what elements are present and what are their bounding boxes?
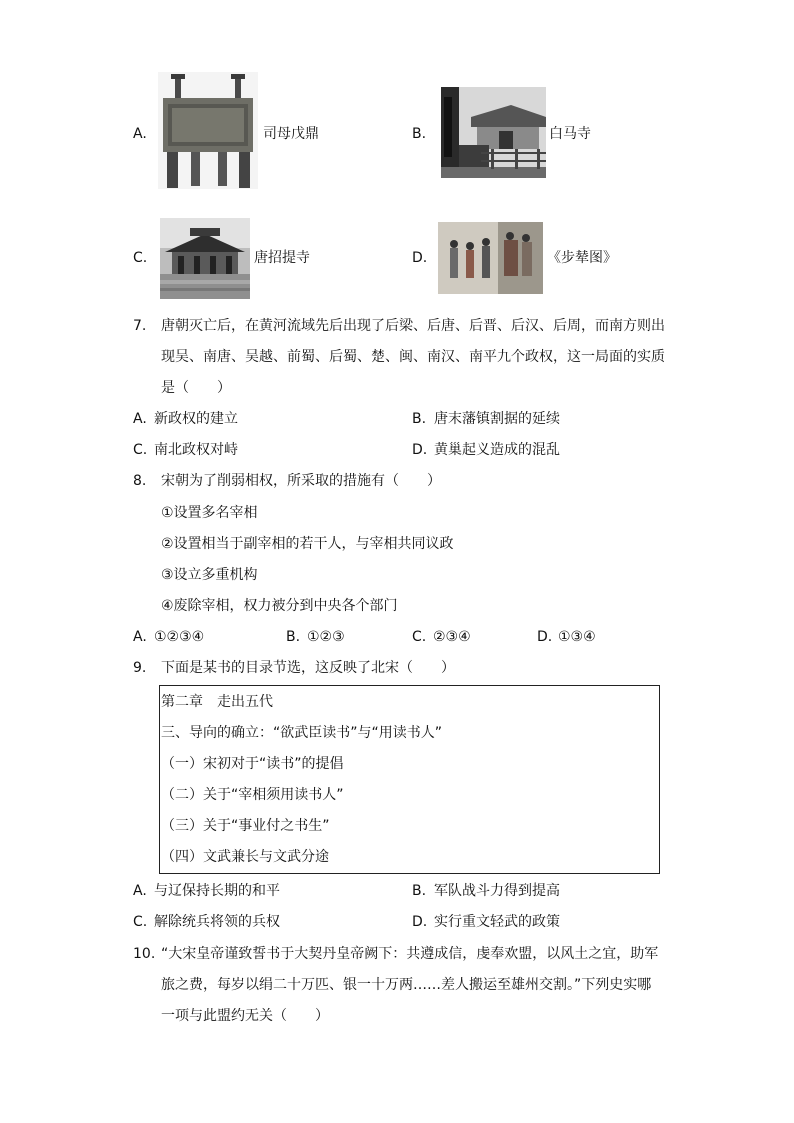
q7-stem-line: 是（ ）: [161, 380, 231, 396]
q10-stem-line: 一项与此盟约无关（ ）: [161, 1008, 329, 1024]
toc-line: （三）关于“事业付之书生”: [161, 818, 330, 834]
q7-option-d: 黄巢起义造成的混乱: [434, 442, 560, 458]
q8-option-b: ①②③: [307, 629, 345, 645]
q8-option-d: ①③④: [558, 629, 596, 645]
q7-option-c-letter: C.: [133, 442, 148, 458]
q8-item: ④废除宰相，权力被分到中央各个部门: [161, 598, 398, 614]
option-a-letter: A.: [133, 126, 147, 142]
option-b-letter: B.: [412, 126, 427, 142]
toc-line: 三、导向的确立：“欲武臣读书”与“用读书人”: [161, 725, 443, 741]
q8-option-b-letter: B.: [286, 629, 301, 645]
temple-gate-image: [441, 87, 546, 178]
option-d-letter: D.: [412, 250, 428, 266]
option-a-label: 司母戊鼎: [263, 126, 319, 142]
q9-number: 9.: [133, 660, 147, 676]
q9-option-a: 与辽保持长期的和平: [154, 883, 280, 899]
toc-line: （一）宋初对于“读书”的提倡: [161, 756, 344, 772]
q8-option-c: ②③④: [433, 629, 471, 645]
q8-stem: 宋朝为了削弱相权，所采取的措施有（ ）: [161, 473, 441, 489]
q7-stem-line: 现吴、南唐、吴越、前蜀、后蜀、楚、闽、南汉、南平九个政权，这一局面的实质: [161, 349, 665, 365]
q7-number: 7.: [133, 318, 147, 334]
q9-stem: 下面是某书的目录节选，这反映了北宋（ ）: [161, 660, 455, 676]
option-c-letter: C.: [133, 250, 148, 266]
toc-line: 第二章 走出五代: [161, 694, 273, 710]
q9-option-c-letter: C.: [133, 914, 148, 930]
q7-option-d-letter: D.: [412, 442, 428, 458]
q7-option-b-letter: B.: [412, 411, 427, 427]
temple-hall-image: [160, 218, 250, 299]
q10-stem-line: “大宋皇帝谨致誓书于大契丹皇帝阙下：共遵成信，虔奉欢盟，以风土之宜，助军: [161, 946, 659, 962]
q8-item: ③设立多重机构: [161, 567, 258, 583]
q10-stem-line: 旅之费，每岁以绢二十万匹、银一十万两……差人搬运至雄州交割。”下列史实哪: [161, 977, 652, 993]
painting-image: [438, 222, 543, 294]
option-b-label: 白马寺: [549, 126, 591, 142]
q9-option-b: 军队战斗力得到提高: [434, 883, 560, 899]
q8-option-c-letter: C.: [412, 629, 427, 645]
q8-item: ②设置相当于副宰相的若干人，与宰相共同议政: [161, 536, 454, 552]
q8-option-a: ①②③④: [154, 629, 205, 645]
toc-line: （四）文武兼长与文武分途: [161, 849, 329, 865]
q9-option-a-letter: A.: [133, 883, 147, 899]
q9-option-d: 实行重文轻武的政策: [434, 914, 560, 930]
q7-option-a-letter: A.: [133, 411, 147, 427]
bronze-ding-image: [158, 72, 258, 189]
q8-number: 8.: [133, 473, 147, 489]
table-of-contents-box: [159, 685, 660, 874]
q9-option-d-letter: D.: [412, 914, 428, 930]
q7-option-b: 唐末藩镇割据的延续: [434, 411, 560, 427]
q8-item: ①设置多名宰相: [161, 505, 258, 521]
q7-option-c: 南北政权对峙: [154, 442, 238, 458]
option-c-label: 唐招提寺: [254, 250, 310, 266]
option-d-label: 《步辇图》: [547, 250, 617, 266]
q8-option-d-letter: D.: [537, 629, 553, 645]
q7-stem-line: 唐朝灭亡后，在黄河流域先后出现了后梁、后唐、后晋、后汉、后周，而南方则出: [161, 318, 665, 334]
q7-option-a: 新政权的建立: [154, 411, 238, 427]
q9-option-b-letter: B.: [412, 883, 427, 899]
q10-number: 10.: [133, 946, 156, 962]
q9-option-c: 解除统兵将领的兵权: [154, 914, 280, 930]
q8-option-a-letter: A.: [133, 629, 147, 645]
toc-line: （二）关于“宰相须用读书人”: [161, 787, 344, 803]
